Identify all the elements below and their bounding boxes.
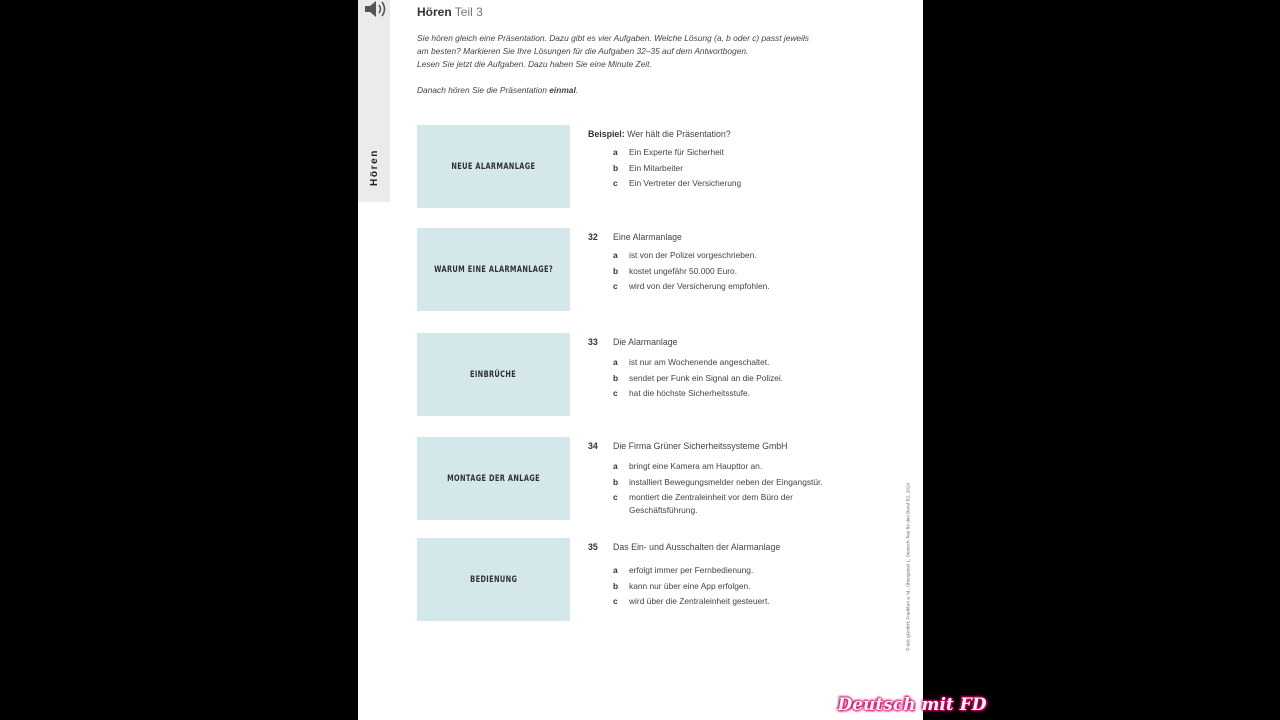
instruction-line: Lesen Sie jetzt die Aufgaben. Dazu haben Sie eine Minute Zeit.: [417, 59, 652, 69]
answer-option[interactable]: b Ein Mitarbeiter: [613, 162, 683, 173]
answer-option[interactable]: c hat die höchste Sicherheitsstufe.: [613, 388, 751, 398]
answer-option[interactable]: b kostet ungefähr 50.000 Euro.: [613, 265, 738, 276]
question-number: 35: [588, 542, 598, 552]
answer-option[interactable]: c wird von der Versicherung empfohlen.: [613, 281, 770, 291]
copyright-note: © telc gGmbH, Frankfurt a. M., Übungstest 1, Deutsch-Test für den Beruf B2, 2019: [905, 483, 911, 651]
answer-option[interactable]: b sendet per Funk ein Signal an die Polizei.: [613, 372, 784, 383]
exam-page: [358, 0, 923, 720]
speaker-icon[interactable]: [362, 0, 388, 20]
instruction-line: am besten? Markieren Sie Ihre Lösungen für die Aufgaben 32–35 auf dem Antwortbogen.: [417, 46, 749, 56]
topic-box: WARUM EINE ALARMANLAGE?: [417, 228, 570, 311]
answer-option[interactable]: c wird über die Zentraleinheit gesteuert.: [613, 596, 770, 606]
topic-box: EINBRÜCHE: [417, 333, 570, 416]
answer-option[interactable]: b kann nur über eine App erfolgen.: [613, 580, 751, 591]
instruction-emphasis: einmal: [549, 85, 576, 95]
answer-options: [613, 459, 858, 517]
question-number: 32: [588, 232, 598, 242]
question-number: 33: [588, 337, 598, 347]
answer-option[interactable]: b installiert Bewegungsmelder neben der Eingangstür.: [613, 476, 823, 487]
answer-option[interactable]: a ist von der Polizei vorgeschrieben.: [613, 250, 757, 260]
question-number: 34: [588, 441, 598, 451]
question-stem: 32 Eine Alarmanlage: [588, 232, 682, 242]
topic-box: MONTAGE DER ANLAGE: [417, 437, 570, 520]
question-number: Beispiel:: [588, 129, 625, 139]
question-stem: 35 Das Ein- und Ausschalten der Alarmanlage: [588, 542, 781, 552]
instruction-line: Danach hören Sie die Präsentation einmal.: [417, 85, 579, 95]
channel-watermark: Deutsch mit FD: [837, 695, 987, 715]
side-tab-label: Hören: [368, 148, 380, 186]
answer-options: [613, 145, 878, 192]
title-part: Teil 3: [454, 5, 483, 19]
page-title: [417, 5, 483, 19]
answer-option[interactable]: a Ein Experte für Sicherheit: [613, 147, 724, 157]
answer-options: [613, 563, 878, 610]
side-tab: [358, 0, 390, 202]
answer-options: [613, 248, 878, 295]
question-stem: Beispiel: Wer hält die Präsentation?: [588, 129, 731, 139]
answer-option[interactable]: a bringt eine Kamera am Haupttor an.: [613, 461, 763, 471]
instructions: [417, 32, 877, 97]
answer-options: [613, 355, 878, 402]
question-stem: 34 Die Firma Grüner Sicherheitssysteme GmbH: [588, 441, 788, 451]
answer-option[interactable]: c montiert die Zentraleinheit vor dem Büro der Geschäftsführung.: [613, 492, 793, 515]
answer-option[interactable]: a ist nur am Wochenende angeschaltet.: [613, 357, 770, 367]
answer-option[interactable]: a erfolgt immer per Fernbedienung.: [613, 565, 754, 575]
instruction-line: Sie hören gleich eine Präsentation. Dazu gibt es vier Aufgaben. Welche Lösung (a, b oder c) passt jeweils: [417, 33, 809, 43]
topic-box: NEUE ALARMANLAGE: [417, 125, 570, 208]
title-main: Hören: [417, 5, 452, 19]
topic-box: BEDIENUNG: [417, 538, 570, 621]
question-stem: 33 Die Alarmanlage: [588, 337, 678, 347]
answer-option[interactable]: c Ein Vertreter der Versicherung: [613, 178, 742, 188]
